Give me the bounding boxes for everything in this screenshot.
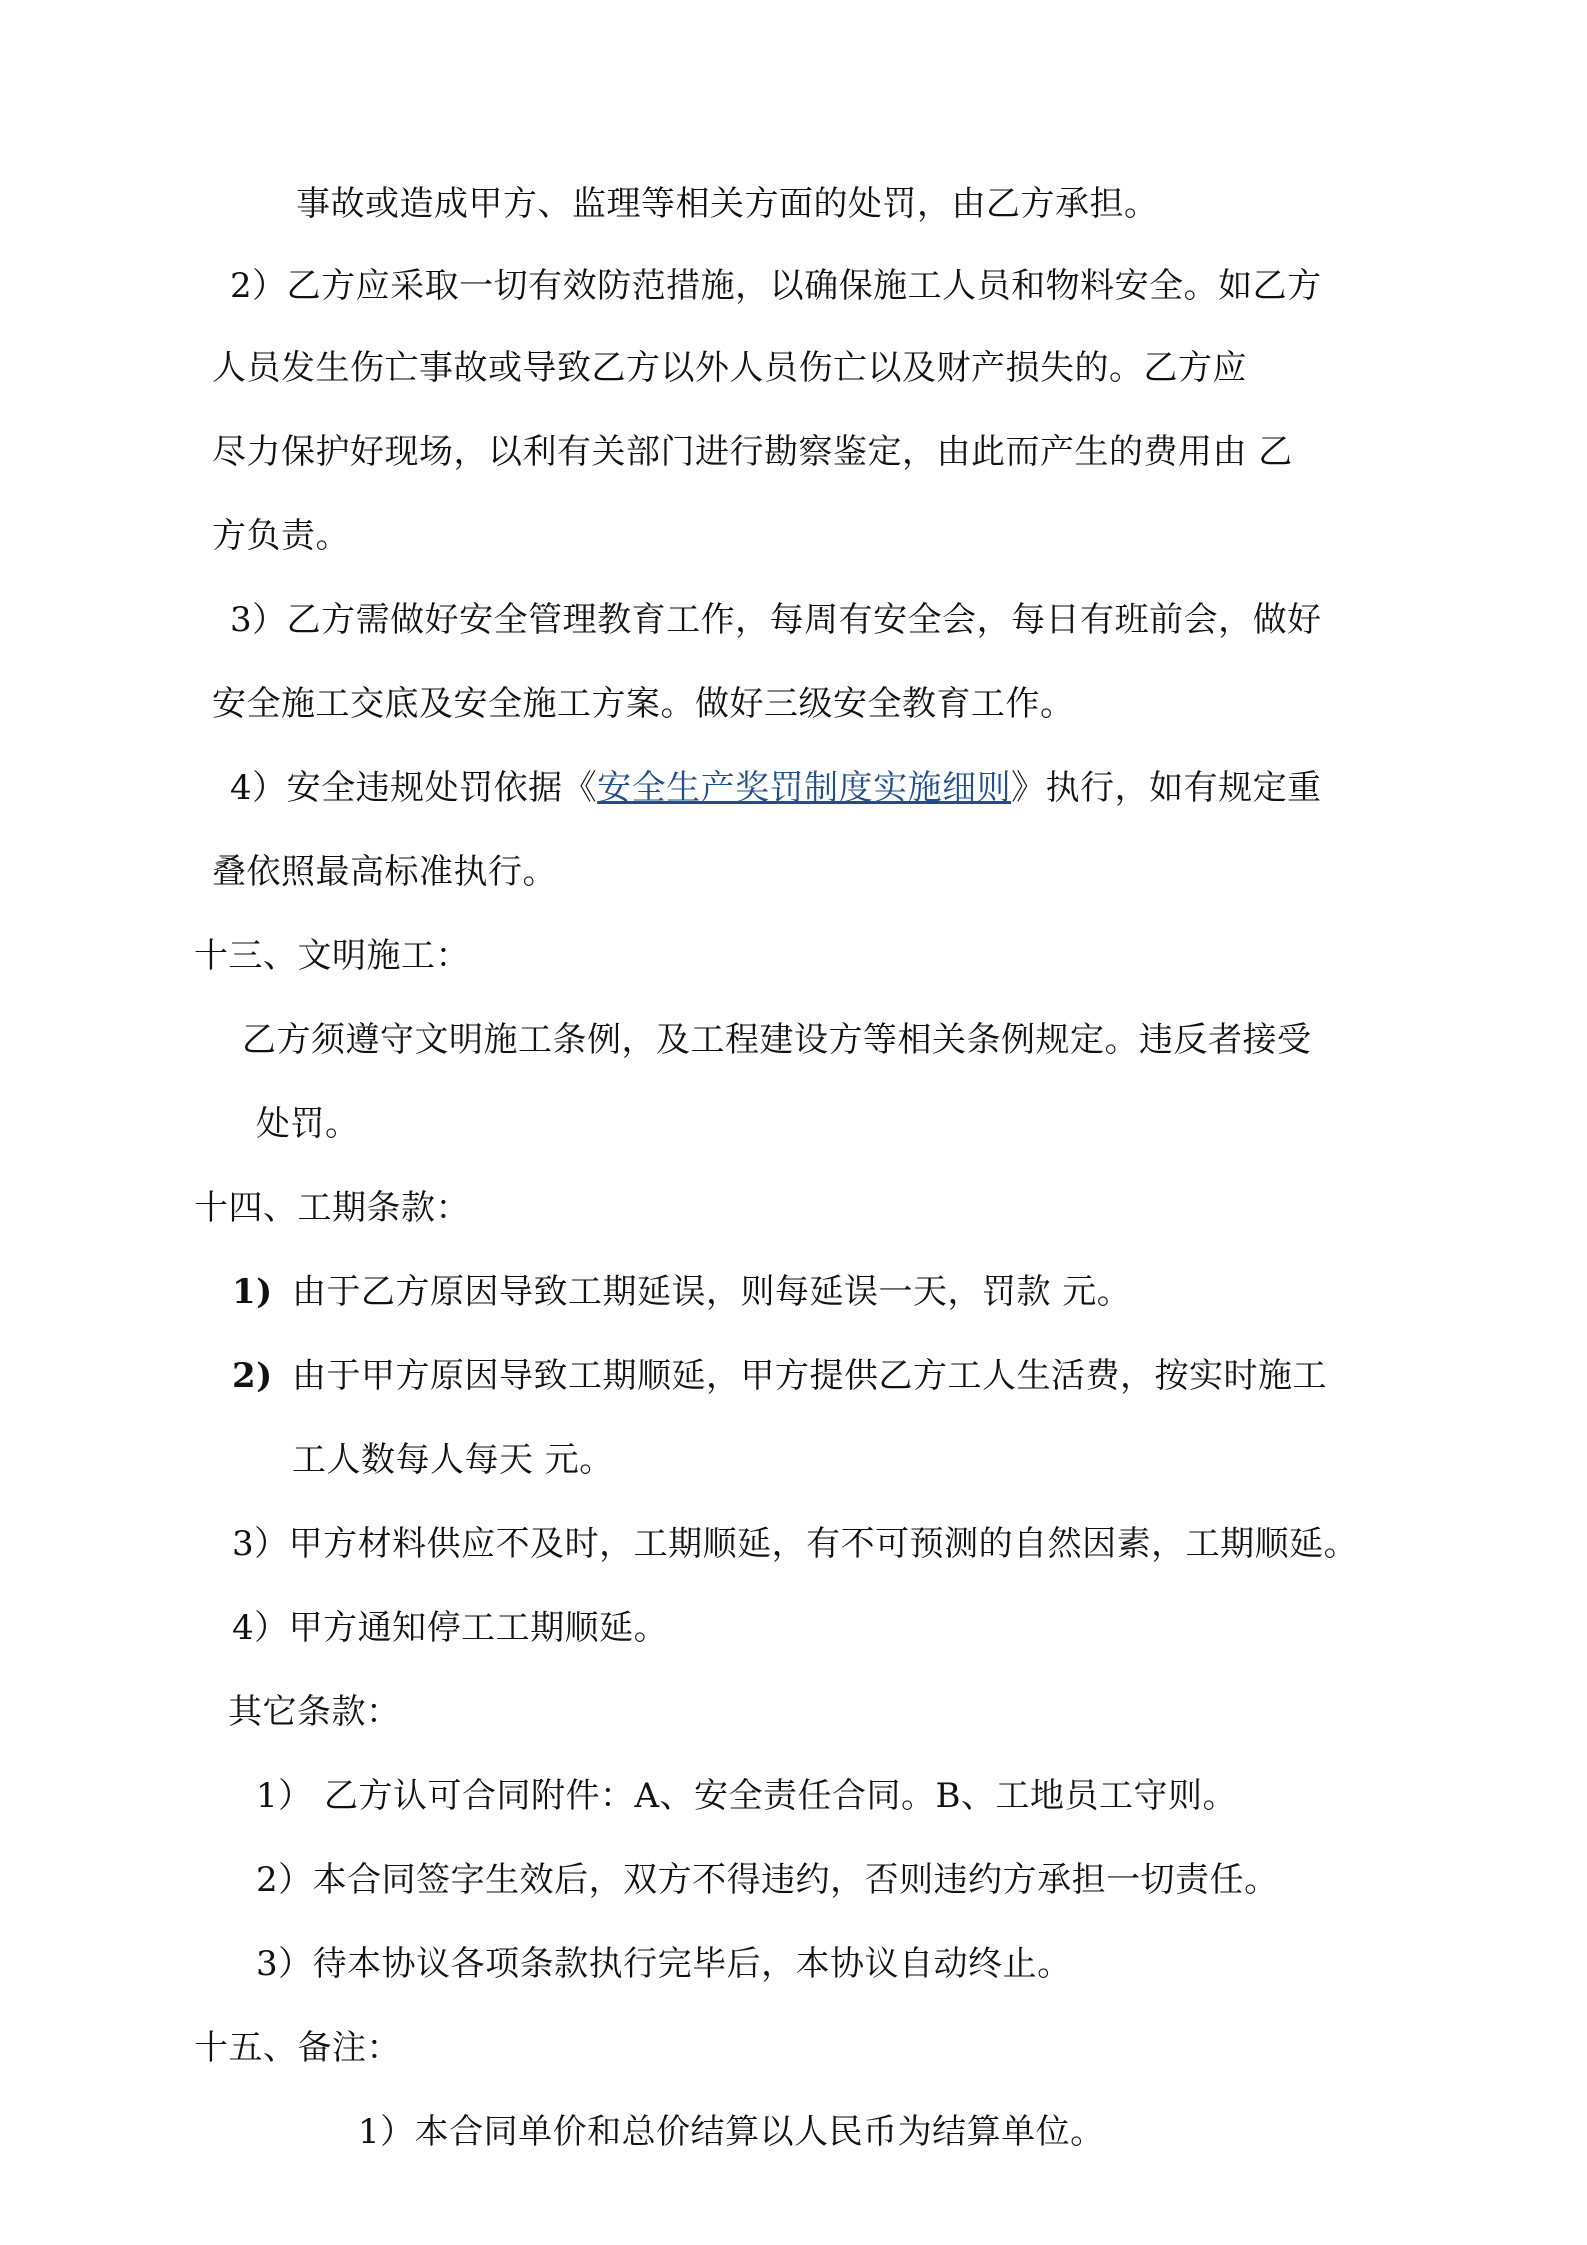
other-terms-heading: 其它条款： — [228, 1692, 401, 1732]
section-15-item1: 1）本合同单价和总价结算以人民币为结算单位。 — [358, 2112, 1105, 2152]
clause-12-item1-cont: 事故或造成甲方、监理等相关方面的处罚，由乙方承担。 — [296, 184, 1159, 224]
other-terms-item1: 1） 乙方认可合同附件：A、安全责任合同。B、工地员工守则。 — [256, 1776, 1237, 1816]
clause-12-item4 — [230, 764, 1322, 812]
section-13-heading: 十三、文明施工： — [194, 936, 470, 976]
clause-12-item4-suffix: 》执行，如有规定重 — [1011, 768, 1322, 808]
other-terms-item2: 2）本合同签字生效后，双方不得违约，否则违约方承担一切责任。 — [256, 1860, 1279, 1900]
clause-12-item2-line3: 尽力保护好现场，以利有关部门进行勘察鉴定，由此而产生的费用由 乙 — [212, 432, 1293, 472]
section-14-item1-number: 1) — [232, 1272, 273, 1312]
clause-12-item2-line2: 人员发生伤亡事故或导致乙方以外人员伤亡以及财产损失的。乙方应 — [212, 348, 1247, 388]
section-13-body: 乙方须遵守文明施工条例，及工程建设方等相关条例规定。违反者接受 — [242, 1020, 1312, 1060]
clause-12-item2: 2）乙方应采取一切有效防范措施，以确保施工人员和物料安全。如乙方 — [230, 266, 1322, 306]
section-13-body-line2: 处罚。 — [256, 1104, 360, 1144]
clause-12-item3-line2: 安全施工交底及安全施工方案。做好三级安全教育工作。 — [212, 684, 1075, 724]
section-15-heading: 十五、备注： — [194, 2028, 401, 2068]
other-terms-item3: 3）待本协议各项条款执行完毕后，本协议自动终止。 — [256, 1944, 1072, 1984]
section-14-item2: 由于甲方原因导致工期顺延，甲方提供乙方工人生活费，按实时施工 — [292, 1356, 1327, 1396]
section-14-heading: 十四、工期条款： — [194, 1188, 470, 1228]
clause-12-item4-prefix: 4）安全违规处罚依据《 — [230, 768, 598, 808]
safety-rules-link[interactable]: 安全生产奖罚制度实施细则 — [597, 768, 1012, 808]
section-14-item3: 3）甲方材料供应不及时，工期顺延，有不可预测的自然因素，工期顺延。 — [232, 1524, 1359, 1564]
section-14-item2-number: 2) — [232, 1356, 273, 1396]
clause-12-item3: 3）乙方需做好安全管理教育工作，每周有安全会，每日有班前会，做好 — [230, 600, 1322, 640]
clause-12-item2-line4: 方负责。 — [212, 516, 350, 556]
section-14-item1: 由于乙方原因导致工期延误，则每延误一天，罚款 元。 — [292, 1272, 1132, 1312]
section-14-item4: 4）甲方通知停工工期顺延。 — [232, 1608, 669, 1648]
section-14-item2-line2: 工人数每人每天 元。 — [292, 1440, 614, 1480]
clause-12-item4-line2: 叠依照最高标准执行。 — [212, 852, 557, 892]
